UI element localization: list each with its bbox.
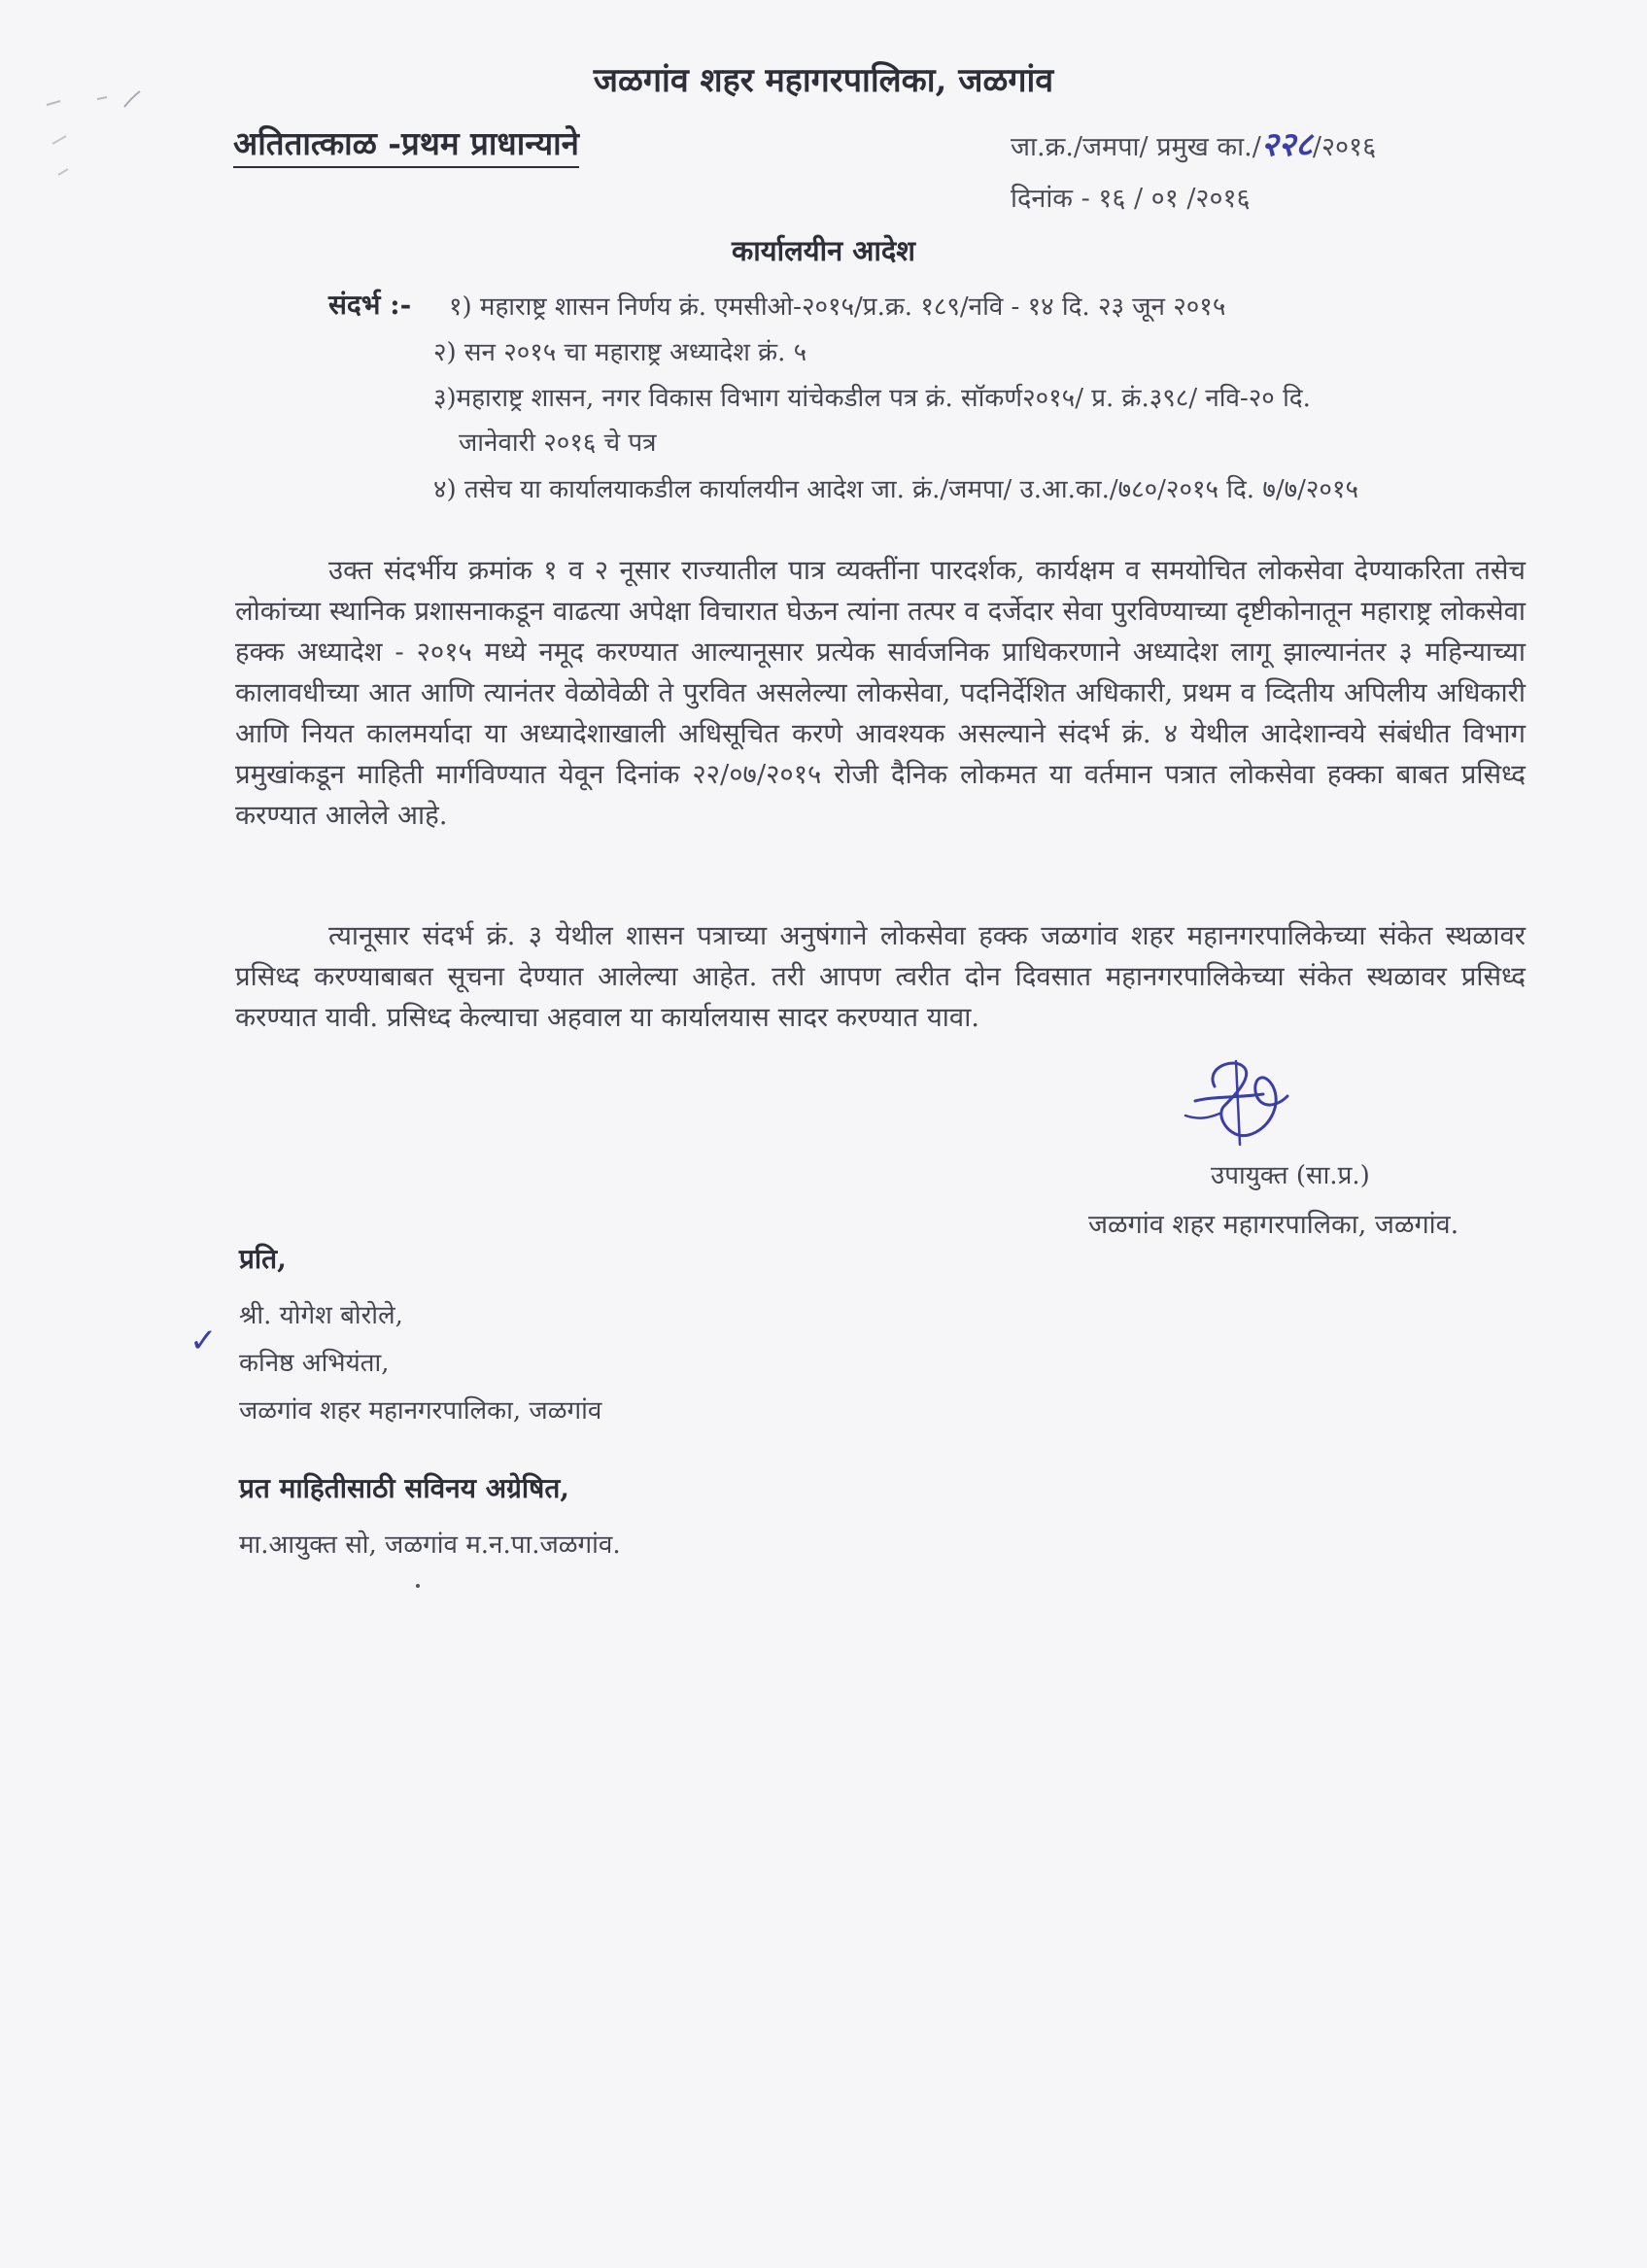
references-label: संदर्भ :-: [328, 289, 412, 321]
reference-item-3: ३)महाराष्ट्र शासन, नगर विकास विभाग यांचेकडील पत्र क्रं. सॉकर्ण२०१५/ प्र. क्रं.३९८/ नवि-२० दि.: [433, 384, 1311, 413]
reference-item-2: २) सन २०१५ चा महाराष्ट्र अध्यादेश क्रं. ५: [433, 338, 807, 367]
copy-to-item: मा.आयुक्त सो, जळगांव म.न.पा.जळगांव.: [239, 1530, 621, 1560]
recipient-name: श्री. योगेश बोरोले,: [239, 1301, 403, 1330]
recipient-label: प्रति,: [239, 1243, 287, 1275]
check-mark-icon: ✓: [189, 1322, 218, 1360]
stray-dot: [416, 1584, 420, 1588]
reference-item-1: १) महाराष्ट्र शासन निर्णय क्रं. एमसीओ-२०१५/प्र.क्र. १८९/नवि - १४ दि. २३ जून २०१५: [449, 292, 1226, 322]
reference-item-3-continued: जानेवारी २०१६ चे पत्र: [459, 429, 657, 458]
signature-image: [1176, 1048, 1321, 1154]
order-title: कार्यालयीन आदेश: [731, 234, 916, 267]
copy-to-label: प्रत माहितीसाठी सविनय अग्रेषित,: [239, 1472, 570, 1504]
recipient-office: जळगांव शहर महानगरपालिका, जळगांव: [239, 1396, 602, 1426]
document-date: दिनांक - १६ / ०१ /२०१६: [1011, 184, 1251, 214]
urgency-heading: अतितात्काळ -प्रथम प्राधान्याने: [233, 120, 579, 168]
reference-item-4: ४) तसेच या कार्यालयाकडील कार्यालयीन आदेश जा. क्रं./जमपा/ उ.आ.का./७८०/२०१५ दि. ७/७/२०१५: [433, 475, 1358, 504]
reference-number: [1011, 120, 1376, 165]
body-paragraph-1: उक्त संदर्भीय क्रमांक १ व २ नूसार राज्यातील पात्र व्यक्तींना पारदर्शक, कार्यक्षम व समयोचित लोकसेवा देण्याकरिता तसेच लोकांच्या स्थानिक प्रशासनाकडून वाढत्या अपेक्षा विचारात घेऊन त्यांना तत्पर व दर्जेदार सेवा पुरविण्याच्या दृष्टीकोनातून महाराष्ट्र लोकसेवा हक्क अध्यादेश - २०१५ मध्ये नमूद करण्यात आल्यानूसार प्रत्येक सार्वजनिक प्राधिकरणाने अध्यादेश लागू झाल्यानंतर ३ महिन्याच्या कालावधीच्या आत आणि त्यानंतर वेळोवेळी ते पुरवित असलेल्या लोकसेवा, पदनिर्देशित अधिकारी, प्रथम व व्दितीय अपिलीय अधिकारी आणि नियत कालमर्यादा या अध्यादेशाखाली अधिसूचित करणे आवश्यक असल्याने संदर्भ क्रं. ४ येथील आदेशान्वये संबंधीत विभाग प्रमुखांकडून माहिती मार्गविण्यात येवून दिनांक २२/०७/२०१५ रोजी दैनिक लोकमत या वर्तमान पत्रात लोकसेवा हक्का बाबत प्रसिध्द करण्यात आलेले आहे.: [235, 555, 1526, 831]
reference-prefix: जा.क्र./जमपा/ प्रमुख का./: [1011, 132, 1261, 162]
reference-suffix: /२०१६: [1312, 132, 1377, 162]
office-title: जळगांव शहर महागरपालिका, जळगांव: [593, 61, 1054, 100]
recipient-designation: कनिष्ठ अभियंता,: [239, 1349, 390, 1378]
handwritten-reference-number: २२८: [1260, 125, 1313, 164]
signatory-designation: उपायुक्त (सा.प्र.): [1211, 1161, 1370, 1190]
body-paragraph-2: त्यानूसार संदर्भ क्रं. ३ येथील शासन पत्राच्या अनुषंगाने लोकसेवा हक्क जळगांव शहर महानगरपालिकेच्या संकेत स्थळावर प्रसिध्द करण्याबाबत सूचना देण्यात आलेल्या आहेत. तरी आपण त्वरीत दोन दिवसात महानगरपालिकेच्या संकेत स्थळावर प्रसिध्द करण्यात यावी. प्रसिध्द केल्याचा अहवाल या कार्यालयास सादर करण्यात यावा.: [235, 920, 1526, 1033]
signatory-office: जळगांव शहर महागरपालिका, जळगांव.: [1088, 1210, 1459, 1240]
